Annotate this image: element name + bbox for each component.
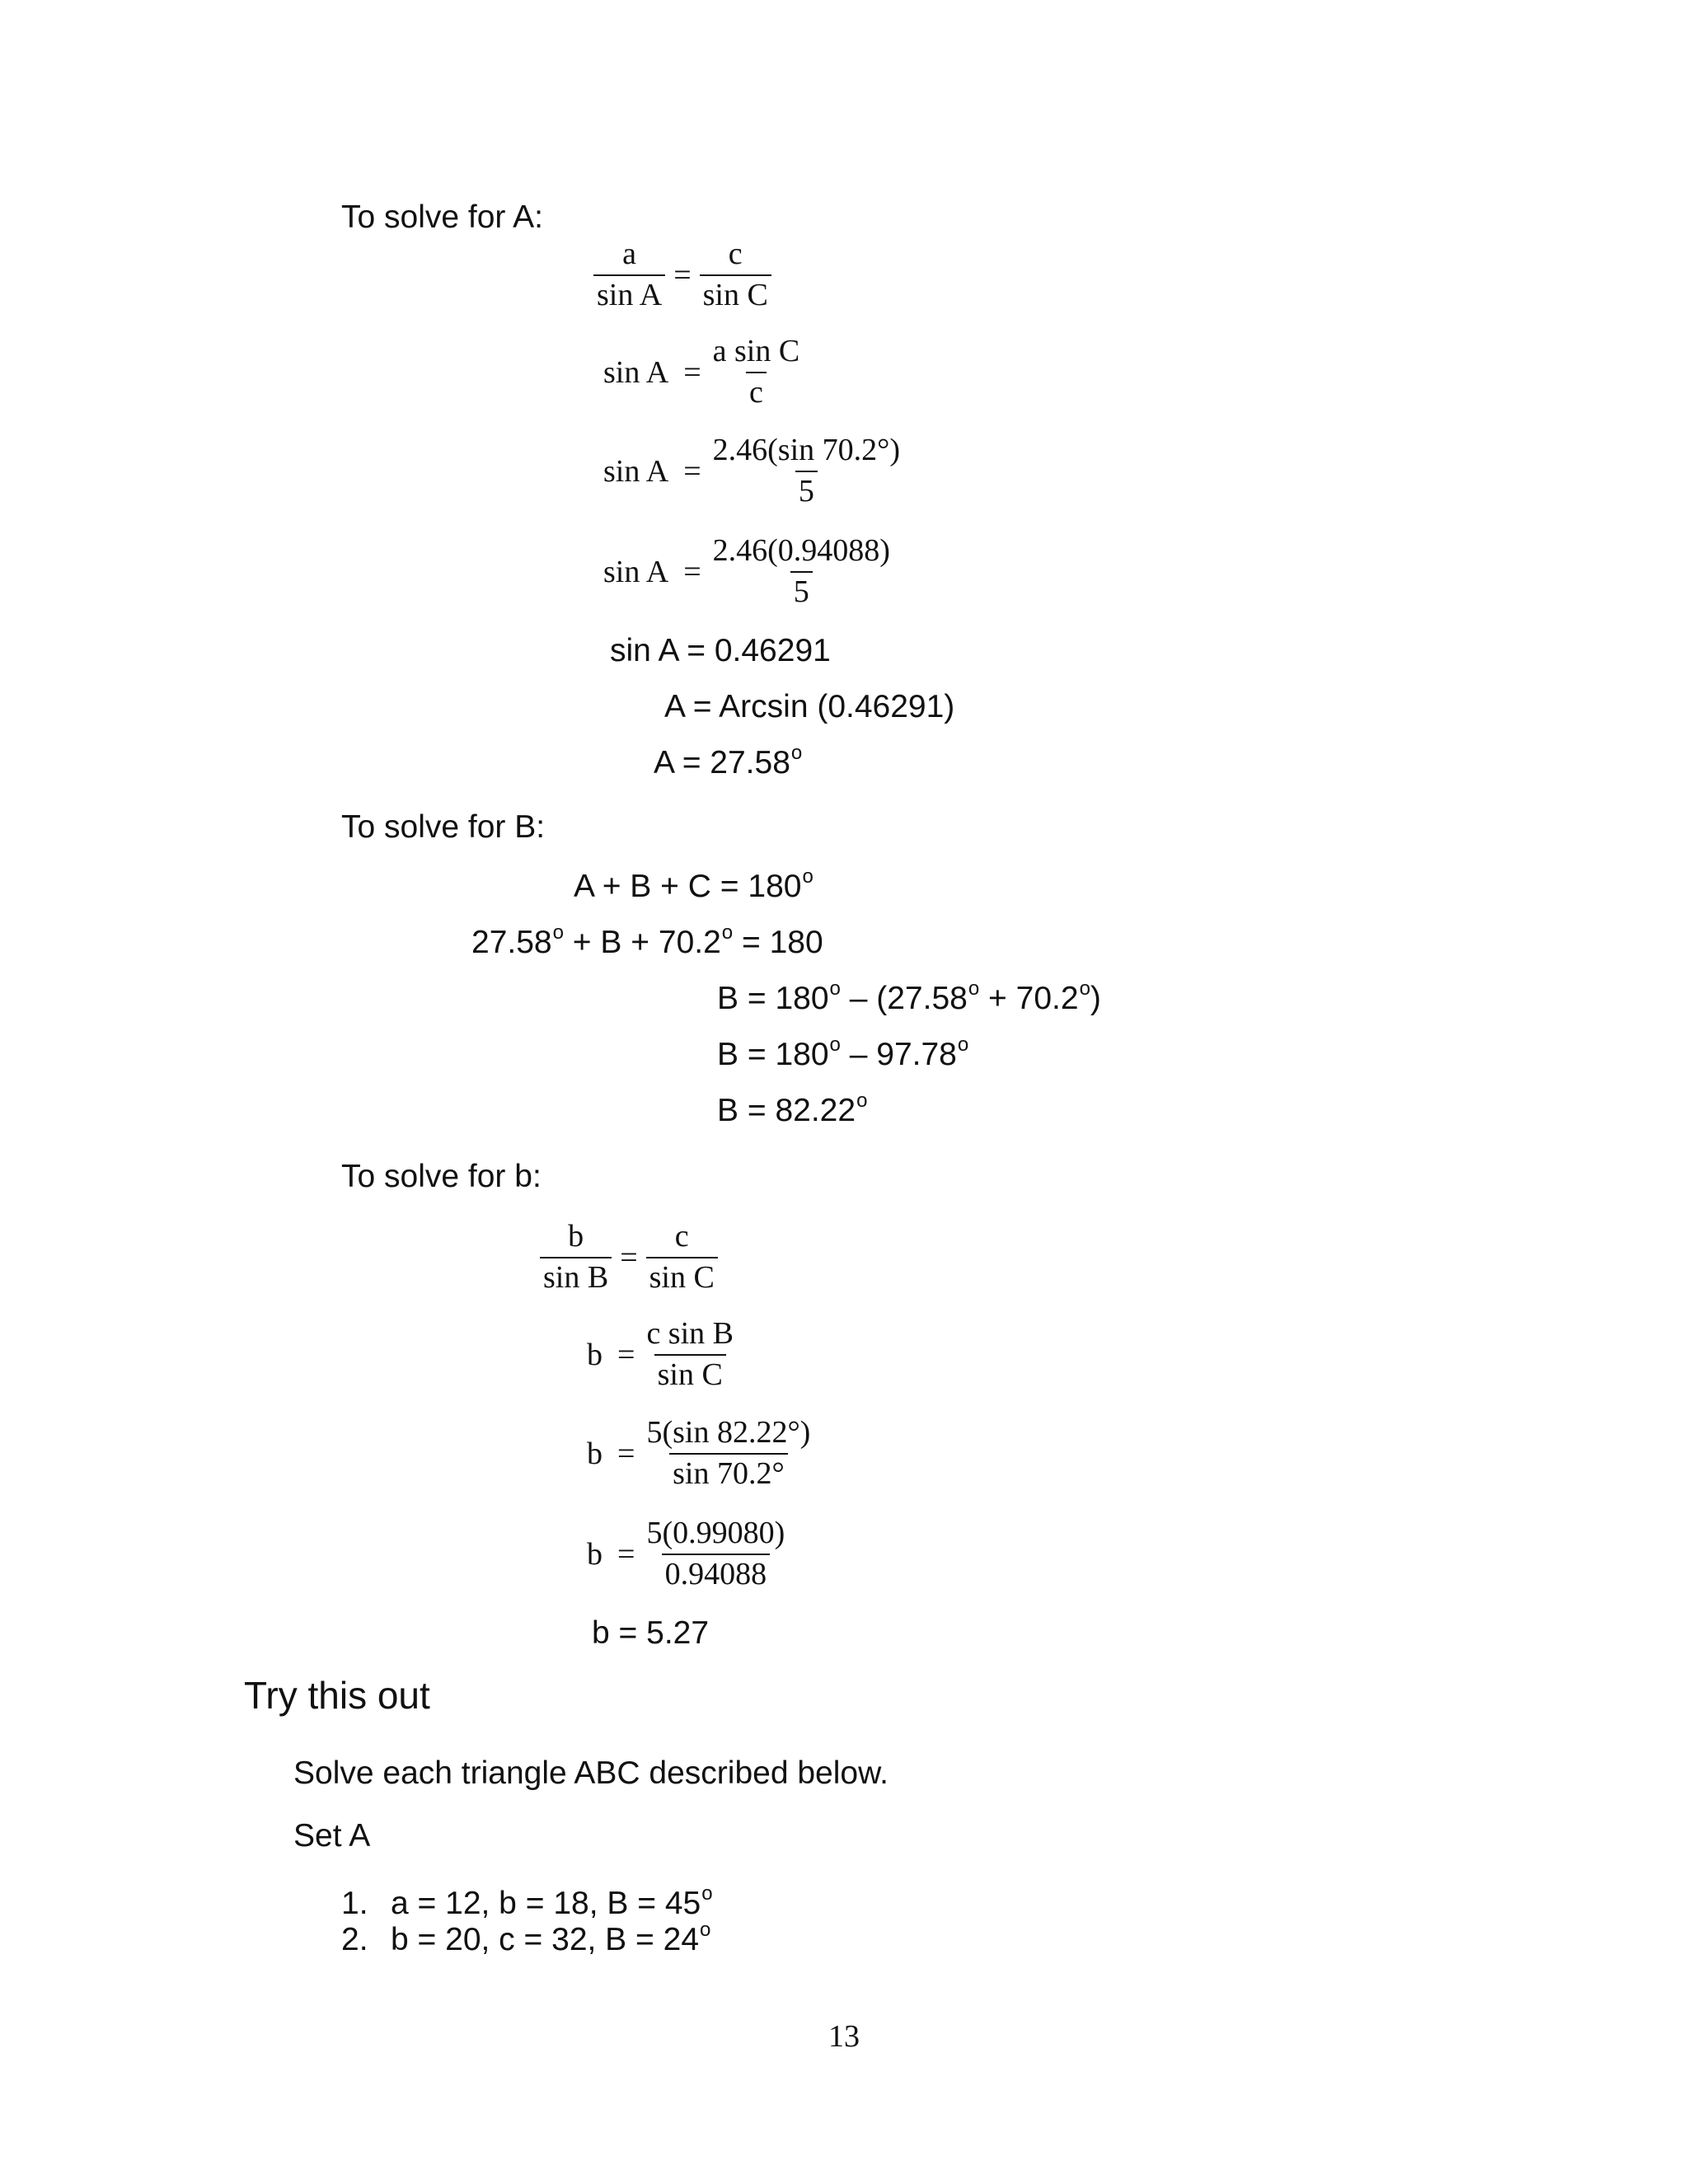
fraction: $\frac{a}{\text{sin A}}$ — [593, 238, 665, 312]
fraction: $\frac{b}{\text{sin B}}$ — [540, 1221, 612, 1295]
section-title-try-this-out: Try this out — [244, 1674, 430, 1717]
fraction: $\frac{c}{\text{sin C}}$ — [646, 1221, 718, 1295]
line-b-subtraction: $B = 180^o - (27.58^o + 70.2^o)$ — [717, 977, 1101, 1016]
equation-b-evaluated: b = $\frac{5(0.99080)}{0.94088}$ — [587, 1508, 788, 1601]
line-b-value: b = 5.27 — [592, 1615, 710, 1651]
set-label: Set A — [293, 1818, 371, 1854]
page-number: 13 — [828, 2019, 860, 2054]
heading-solve-a: To solve for A: — [341, 199, 543, 235]
line-sin-a-value: sin A = 0.46291 — [610, 633, 831, 668]
heading-solve-side-b: To solve for b: — [341, 1159, 542, 1194]
line-a-result: $A = 27.58^o$ — [654, 742, 803, 780]
equation-sin-a-formula: sin A = $\frac{\text{a sin C}}{c}$ — [603, 326, 803, 419]
equation-sin-a-evaluated: sin A = $\frac{2.46(0.94088)}{5}$ — [603, 526, 893, 618]
equation-law-of-sines-b: $\frac{b}{\text{sin B}}$ = $\frac{c}{\text{sin C}}$ — [540, 1212, 718, 1304]
list-item: 2. b = 20, c = 32, $B = 24^o$ — [341, 1919, 711, 1957]
fraction: $\frac{\text{a sin C}}{c}$ — [712, 334, 800, 410]
fraction: $\frac{5(\sin 82.22^\circ)}{\sin 70.2^\circ}$ — [646, 1415, 811, 1491]
fraction: $\frac{c}{\text{sin C}}$ — [700, 238, 771, 312]
fraction: $\frac{2.46(0.94088)}{5}$ — [712, 533, 890, 609]
line-angle-substitution: $27.58^o + B + 70.2^o = 180$ — [471, 921, 823, 960]
instruction-text: Solve each triangle ABC described below. — [293, 1755, 889, 1791]
fraction: $\frac{2.46(\sin 70.2^\circ)}{5}$ — [712, 433, 900, 509]
heading-solve-b: To solve for B: — [341, 809, 546, 845]
equation-b-formula: b = $\frac{\text{c sin B}}{\text{sin C}}$ — [587, 1309, 737, 1401]
list-item: 1. a = 12, b = 18, $B = 45^o$ — [341, 1882, 713, 1921]
line-b-difference: $B = 180^o - 97.78^o$ — [717, 1033, 969, 1072]
fraction: $\frac{\text{c sin B}}{\text{sin C}}$ — [646, 1316, 734, 1392]
line-b-result: $B = 82.22^o$ — [717, 1090, 868, 1128]
line-angle-sum: $A + B + C = 180^o$ — [574, 865, 814, 904]
fraction: $\frac{5(0.99080)}{0.94088}$ — [646, 1516, 785, 1591]
equation-sin-a-substituted: sin A = $\frac{2.46(\sin 70.2^\circ)}{5}$ — [603, 425, 903, 518]
equation-b-substituted: b = $\frac{5(\sin 82.22^\circ)}{\sin 70.2^\circ}$ — [587, 1408, 814, 1500]
line-a-arcsin: A = Arcsin (0.46291) — [664, 689, 955, 724]
equation-law-of-sines-a: $\frac{a}{\text{sin A}}$ = $\frac{c}{\text{sin C}}$ — [593, 229, 771, 321]
